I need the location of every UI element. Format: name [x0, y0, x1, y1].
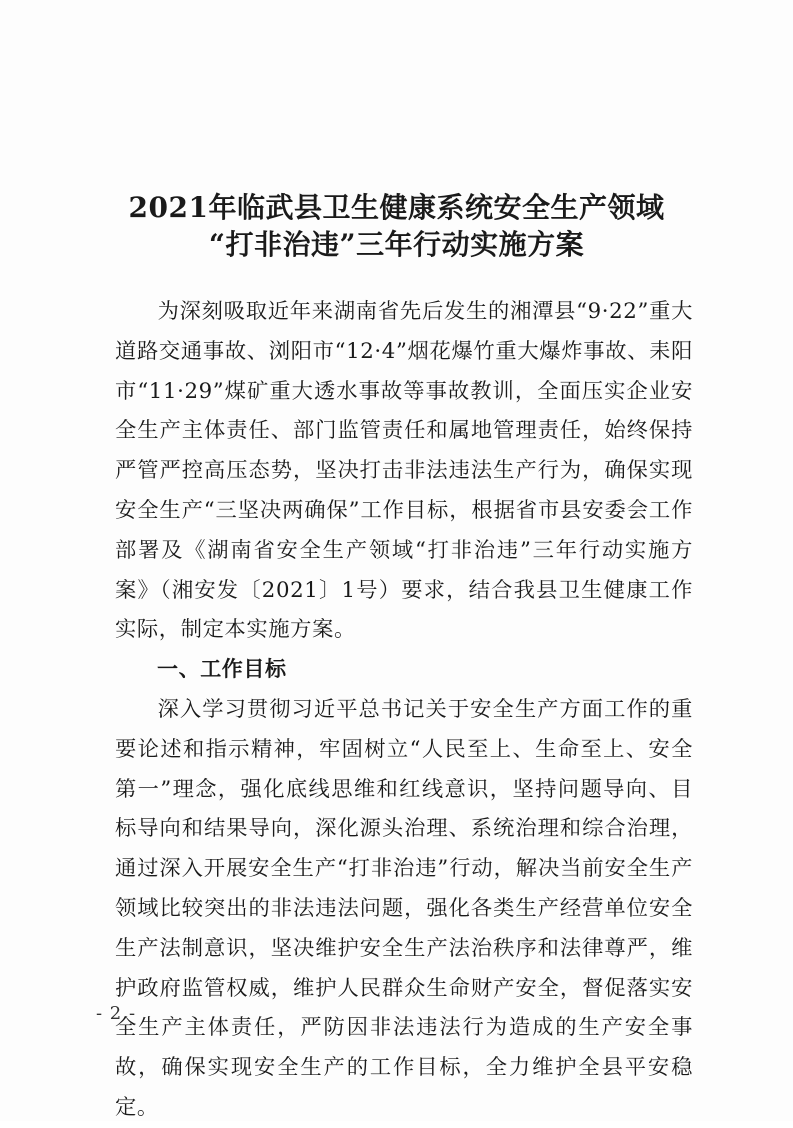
section-paragraph-work-goals: 深入学习贯彻习近平总书记关于安全生产方面工作的重要论述和指示精神，牢固树立“人民至上、生命至上、安全第一”理念，强化底线思维和红线意识，坚持问题导向、目标导向和结果导向，深化源头治理、系统治理和综合治理，通过深入开展安全生产“打非治违”行动，解决当前安全生产领域比较突出的非法违法问题，强化各类生产经营单位安全生产法制意识，坚决维护安全生产法治秩序和法律尊严，维护政府监管权威，维护人民群众生命财产安全，督促落实安全生产主体责任，严防因非法违法行为造成的生产安全事故，确保实现安全生产的工作目标，全力维护全县平安稳定。	[115, 696, 693, 1120]
page-number: - 2 -	[96, 1003, 137, 1024]
intro-paragraph: 为深刻吸取近年来湖南省先后发生的湘潭县“9·22”重大道路交通事故、浏阳市“12·4”烟花爆竹重大爆炸事故、耒阳市“11·29”煤矿重大透水事故等事故教训，全面压实企业安全生产主体责任、部门监管责任和属地管理责任，始终保持严管严控高压态势，坚决打击非法违法生产行为，确保实现安全生产“三坚决两确保”工作目标，根据省市县安委会工作部署及《湖南省安全生产领域“打非治违”三年行动实施方案》（湘安发〔2021〕1号）要求，结合我县卫生健康工作实际，制定本实施方案。	[115, 299, 693, 643]
section-heading-work-goals: 一、工作目标	[157, 657, 287, 682]
document-body	[115, 292, 693, 1128]
document-title-line1: 2021年临武县卫生健康系统安全生产领域	[128, 191, 665, 224]
document-title-line2: “打非治违”三年行动实施方案	[208, 228, 585, 261]
